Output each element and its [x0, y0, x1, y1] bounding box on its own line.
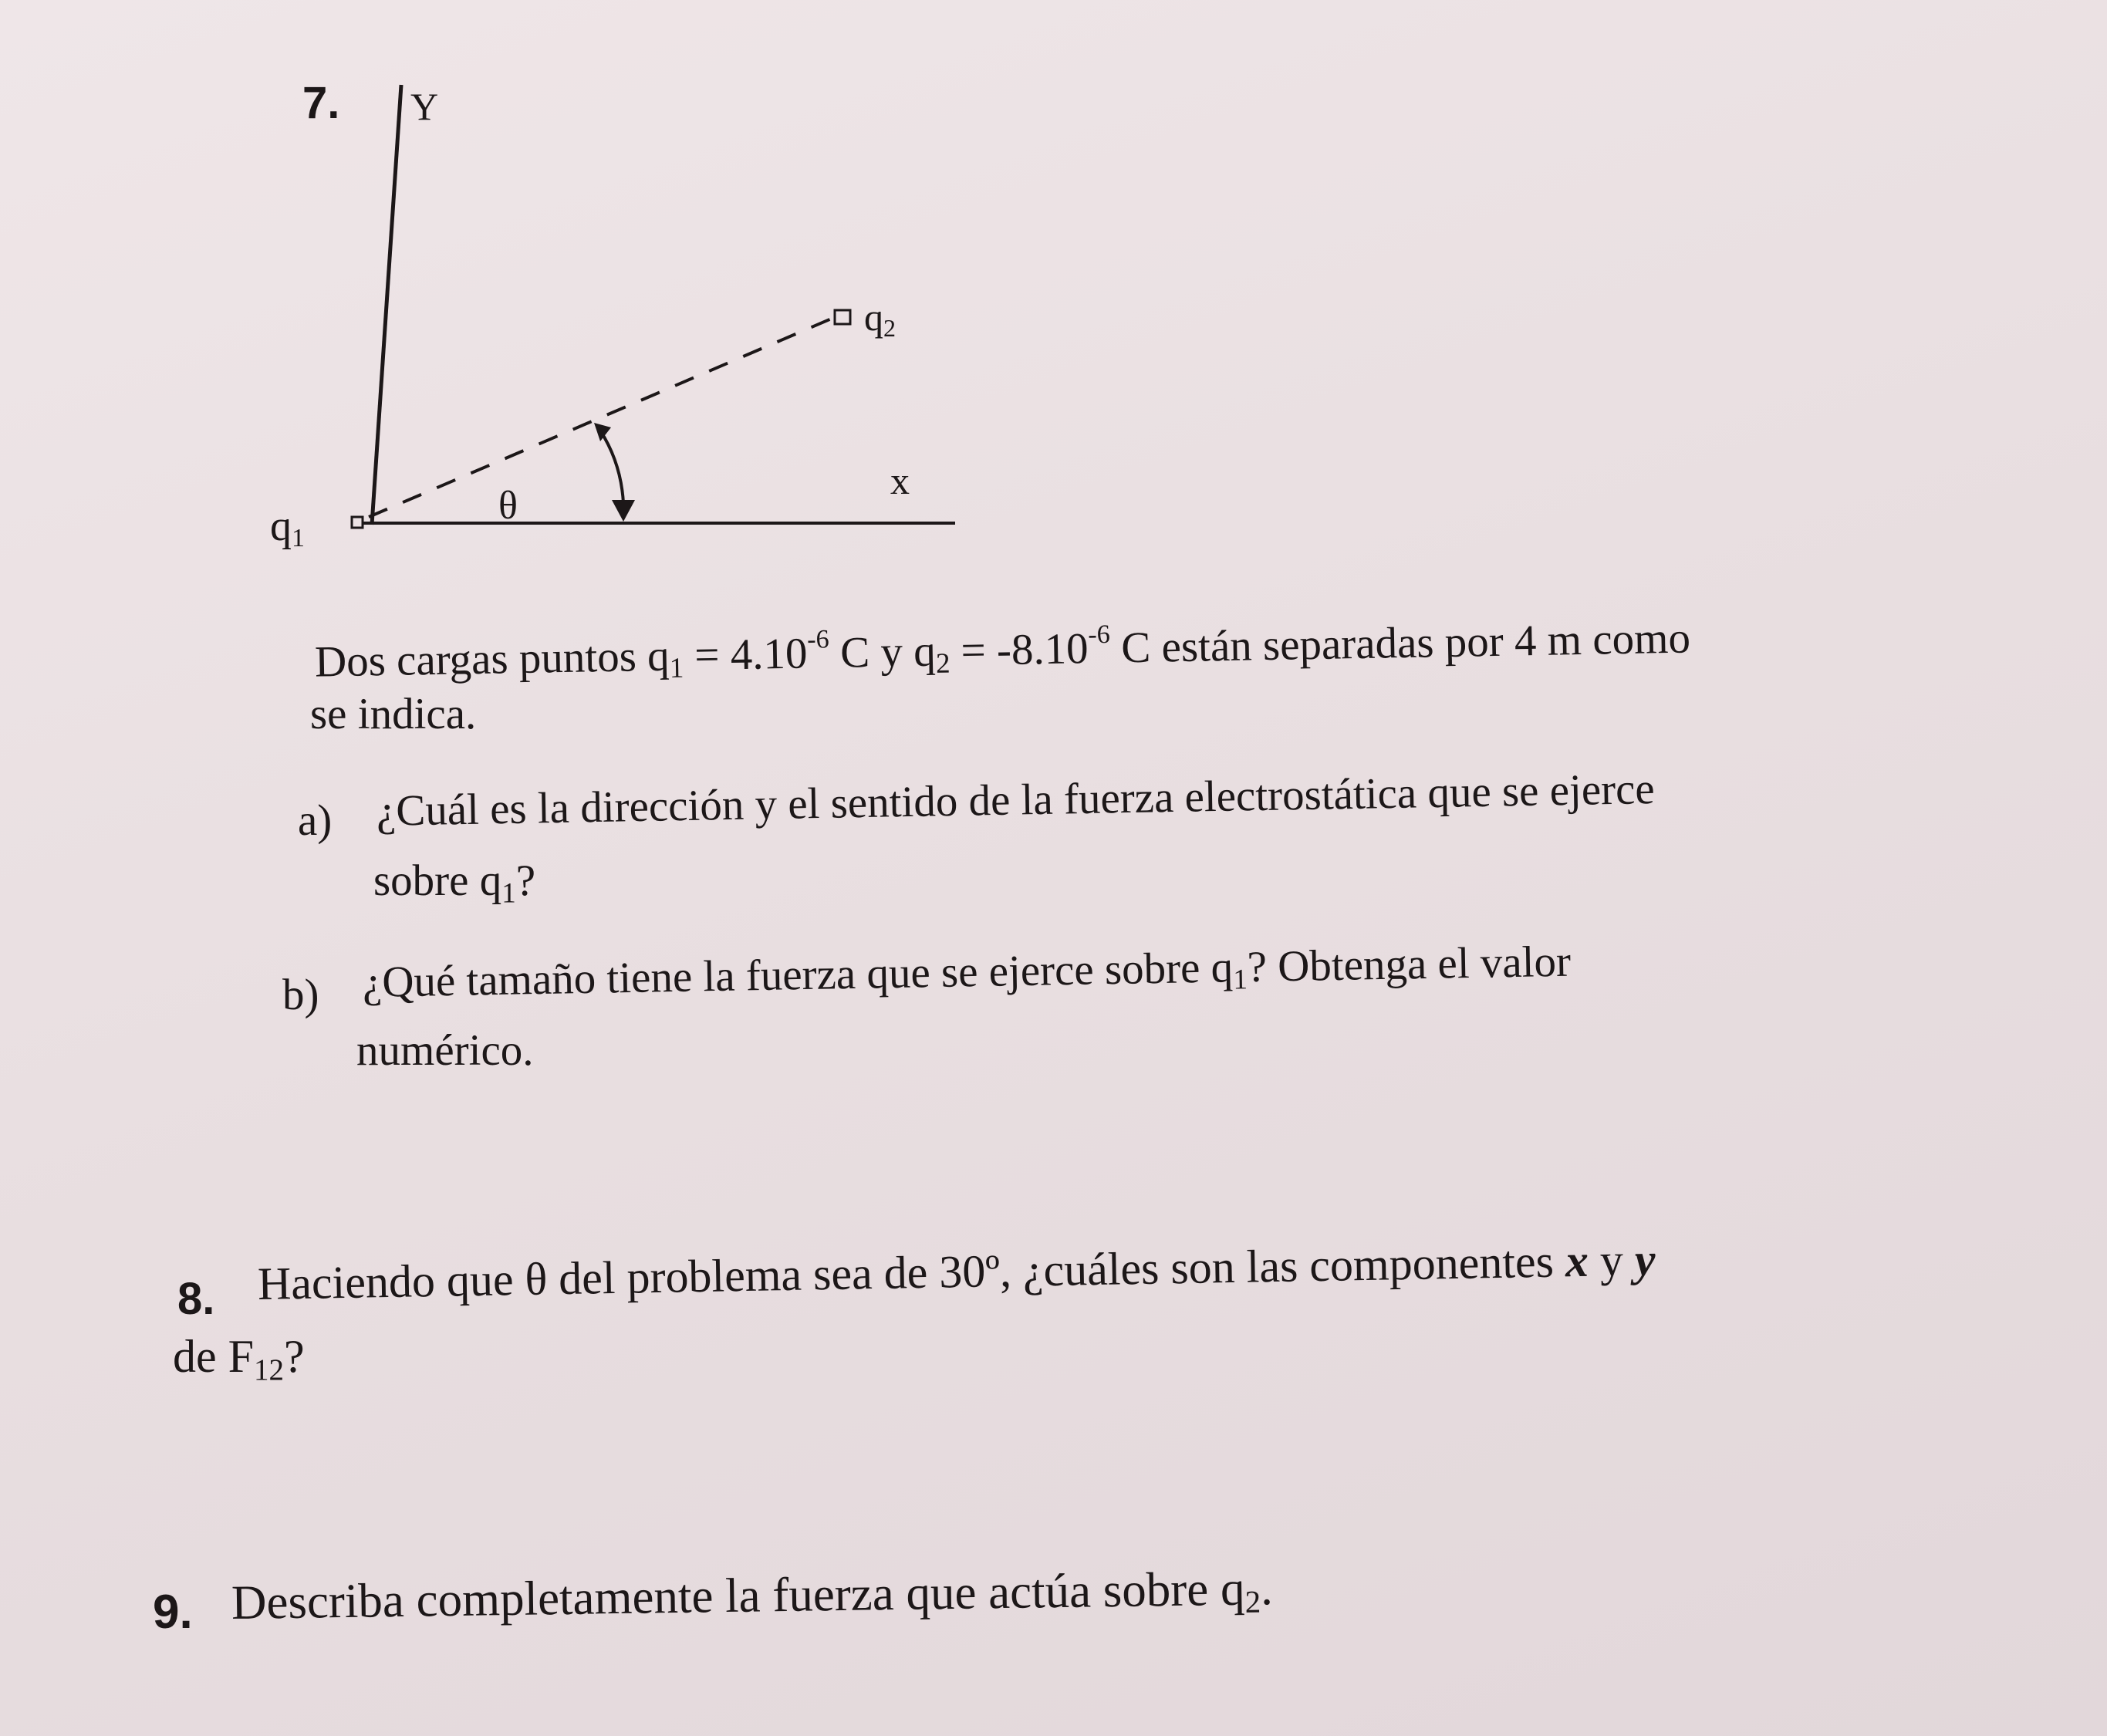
q1-label: q1 [270, 502, 305, 552]
force-diagram [0, 0, 1003, 586]
angle-arrow-top [594, 423, 611, 441]
problem-9-text: Describa completamente la fuerza que actúa sobre $q_2$. [231, 1561, 1274, 1630]
q1-marker [352, 517, 363, 528]
q2-marker [835, 310, 850, 324]
question-a-line-2: sobre $q_1$? [373, 856, 536, 910]
problem-8-line-2: de $F_{12}$? [173, 1331, 305, 1386]
question-b-line-1: ¿Qué tamaño tiene la fuerza que se ejerce sobre $q_1$? Obtenga el valor [362, 937, 1572, 1007]
angle-arrow-bottom [612, 500, 635, 522]
x-axis-label: x [890, 459, 910, 502]
problem-9-number: 9. [153, 1586, 193, 1639]
problem-8-number: 8. [177, 1274, 215, 1324]
question-a-label: a) [298, 796, 333, 845]
angle-arc [600, 431, 623, 503]
problem-7-statement-line-2: se indica. [310, 690, 477, 738]
angle-label: θ [498, 484, 518, 528]
y-axis-label: Y [410, 85, 439, 128]
problem-8-line-1: Haciendo que θ del problema sea de 30º, ¿cuáles son las componentes x y y [257, 1234, 1656, 1309]
question-a-line-1: ¿Cuál es la dirección y el sentido de la fuerza electrostática que se ejerce [376, 765, 1656, 836]
question-b-label: b) [282, 971, 319, 1019]
problem-7-number: 7. [302, 78, 340, 128]
question-b-line-2: numérico. [356, 1026, 534, 1075]
q2-label: q2 [864, 296, 896, 342]
q1-q2-dashed-line [369, 318, 833, 517]
y-axis-line [372, 85, 401, 525]
problem-7-statement-line-1: Dos cargas puntos $q_1 = 4.10^{-6}$ C y $q_2 = -8.10^{-6}$ C están separadas por 4 m como [314, 613, 1691, 687]
